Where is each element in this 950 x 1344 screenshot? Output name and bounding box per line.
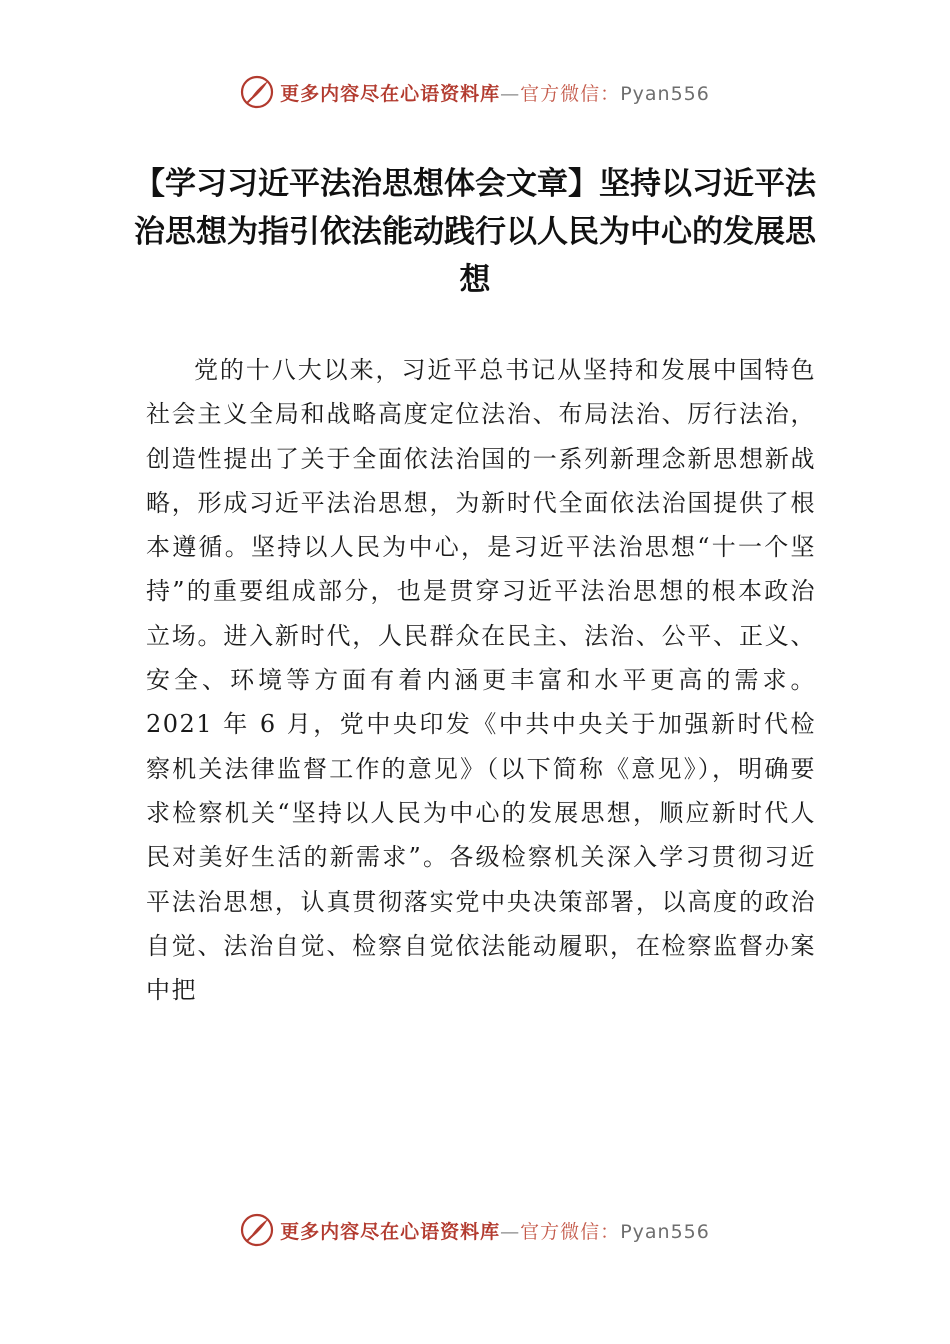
banner-dash: — xyxy=(500,82,521,105)
document-title: 【学习习近平法治思想体会文章】坚持以习近平法治思想为指引依法能动践行以人民为中心的发展思想 xyxy=(134,166,816,298)
banner-wechat-label: 官方微信： xyxy=(520,1220,621,1243)
header-banner xyxy=(0,70,950,114)
banner-text xyxy=(280,1217,710,1244)
banner-dash: — xyxy=(500,1220,521,1243)
document-body-paragraph: 党的十八大以来，习近平总书记从坚持和发展中国特色社会主义全局和战略高度定位法治、布局法治、厉行法治，创造性提出了关于全面依法治国的一系列新理念新思想新战略，形成习近平法治思想，为新时代全面依法治国提供了根本遵循。坚持以人民为中心，是习近平法治思想“十一个坚持”的重要组成部分，也是贯穿习近平法治思想的根本政治立场。进入新时代，人民群众在民主、法治、公平、正义、安全、环境等方面有着内涵更丰富和水平更高的需求。2021 年 6 月，党中央印发《中共中央关于加强新时代检察机关法律监督工作的意见》（以下简称《意见》），明确要求检察机关“坚持以人民为中心的发展思想，顺应新时代人民对美好生活的新需求”。各级检察机关深入学习贯彻习近平法治思想，认真贯彻落实党中央决策部署，以高度的政治自觉、法治自觉、检察自觉依法能动履职，在检察监督办案中把 xyxy=(146,356,816,1005)
banner-main-text: 更多内容尽在心语资料库 xyxy=(280,1220,501,1243)
banner-wechat-id: Pyan556 xyxy=(620,82,710,105)
banner-main-text: 更多内容尽在心语资料库 xyxy=(280,82,501,105)
banner-wechat-label: 官方微信： xyxy=(520,82,621,105)
footer-banner xyxy=(0,1208,950,1252)
quill-logo-icon xyxy=(240,1213,274,1247)
quill-logo-icon xyxy=(240,75,274,109)
banner-text xyxy=(280,79,710,106)
banner-wechat-id: Pyan556 xyxy=(620,1220,710,1243)
